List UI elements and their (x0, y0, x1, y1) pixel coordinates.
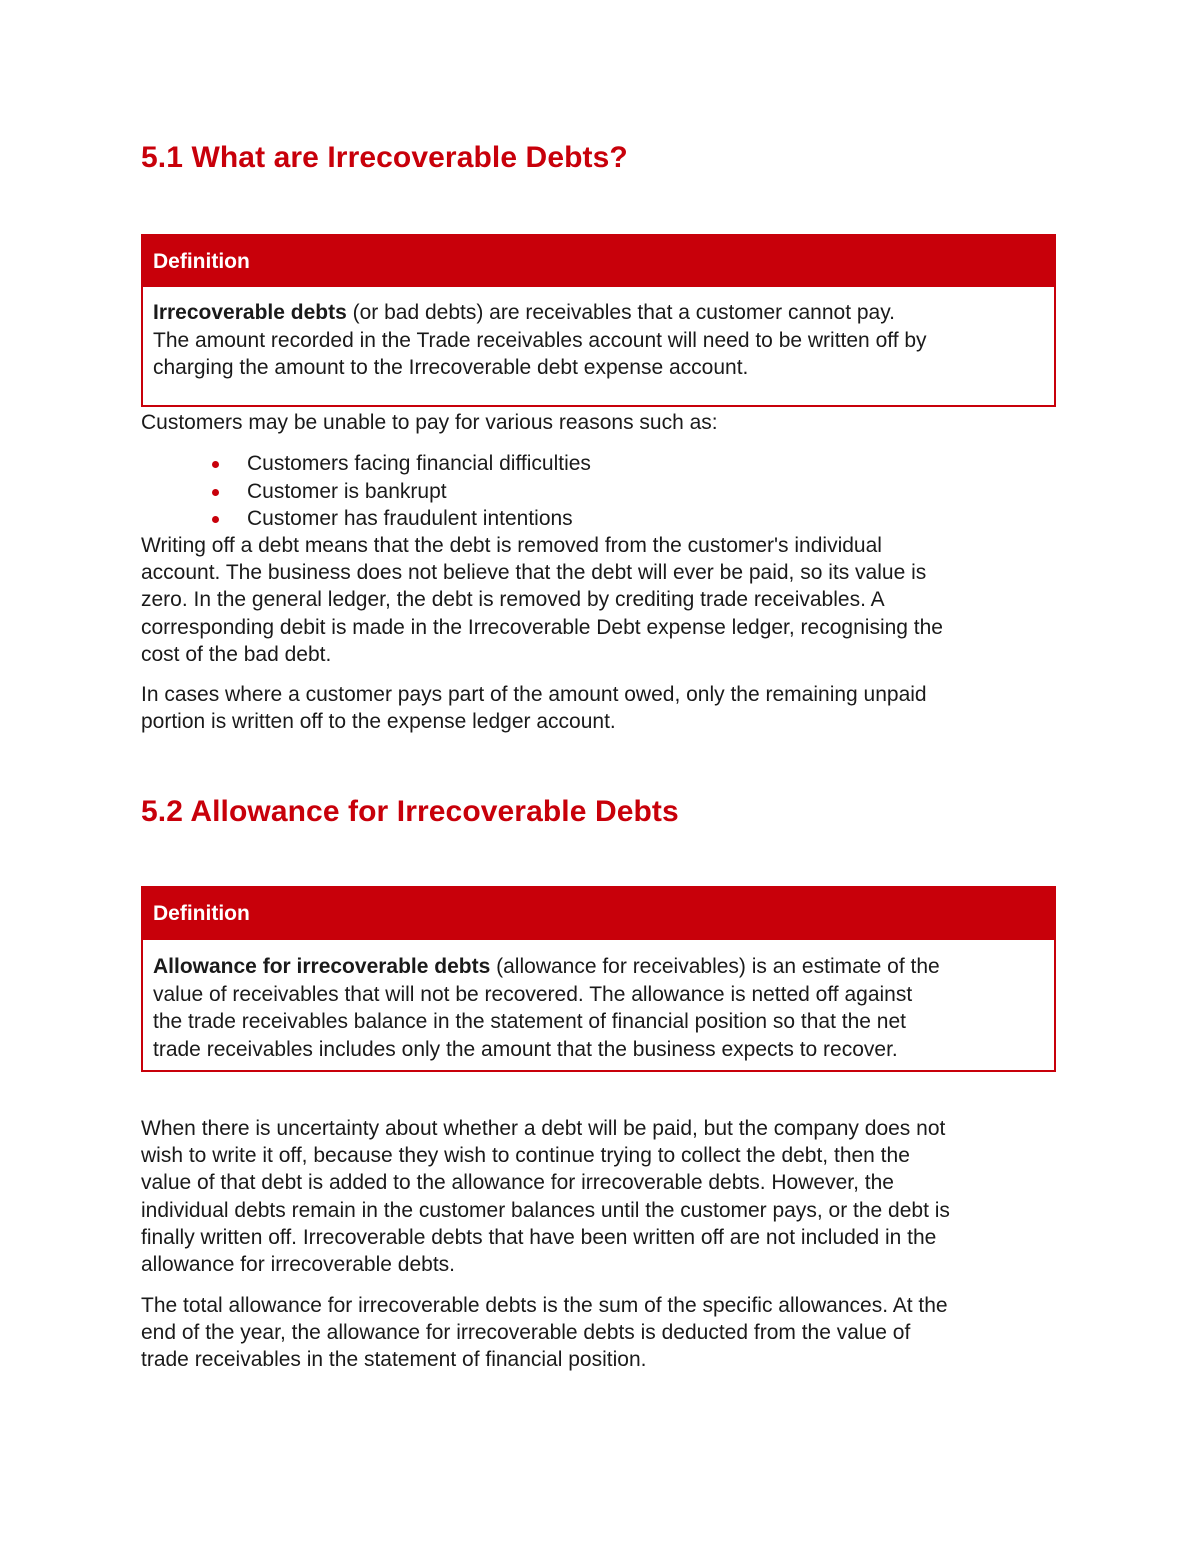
definition-body (143, 940, 1054, 1063)
section-heading-5-1: 5.1 What are Irrecoverable Debts? (141, 141, 628, 174)
section-heading-5-2: 5.2 Allowance for Irrecoverable Debts (141, 795, 679, 828)
paragraph-line: value of that debt is added to the allowance for irrecoverable debts. However, the (141, 1171, 894, 1195)
paragraph-total-allowance (141, 1292, 1056, 1374)
paragraph-line: account. The business does not believe that the debt will ever be paid, so its value is (141, 561, 927, 585)
paragraph-line: trade receivables in the statement of financial position. (141, 1348, 647, 1372)
definition-body (143, 287, 1054, 382)
paragraph-line: The total allowance for irrecoverable debts is the sum of the specific allowances. At the (141, 1294, 948, 1317)
definition-text: (or bad debts) are receivables that a customer cannot pay. (346, 301, 896, 324)
list-item (141, 505, 591, 533)
definition-header: Definition (143, 888, 1054, 940)
paragraph-line: cost of the bad debt. (141, 642, 332, 666)
definition-line (153, 953, 1044, 981)
definition-line: The amount recorded in the Trade receivables account will need to be written off by (153, 328, 927, 352)
definition-text: (allowance for receivables) is an estimate of the (490, 955, 940, 978)
definition-term: Irrecoverable debts (153, 301, 347, 324)
paragraph-line: finally written off. Irrecoverable debts that have been written off are not included in the (141, 1225, 937, 1249)
definition-header: Definition (143, 236, 1054, 287)
list-item-text: Customers facing financial difficulties (247, 452, 591, 475)
definition-line: value of receivables that will not be recovered. The allowance is netted off against (153, 982, 913, 1006)
paragraph-line: end of the year, the allowance for irrecoverable debts is deducted from the value of (141, 1321, 911, 1345)
bullet-icon (212, 489, 219, 496)
definition-box-2 (141, 886, 1056, 1072)
paragraph-write-off (141, 532, 1056, 668)
definition-line: trade receivables includes only the amount that the business expects to recover. (153, 1037, 898, 1061)
paragraph-line: portion is written off to the expense ledger account. (141, 710, 616, 734)
paragraph-line: Writing off a debt means that the debt is removed from the customer's individual (141, 534, 882, 557)
list-item-text: Customer has fraudulent intentions (247, 507, 573, 530)
definition-line: the trade receivables balance in the statement of financial position so that the net (153, 1010, 906, 1033)
paragraph-line: corresponding debit is made in the Irrecoverable Debt expense ledger, recognising the (141, 615, 943, 639)
paragraph-line: wish to write it off, because they wish to continue trying to collect the debt, then the (141, 1144, 910, 1168)
definition-line: charging the amount to the Irrecoverable debt expense account. (153, 356, 749, 379)
list-item-text: Customer is bankrupt (247, 479, 447, 503)
intro-text: Customers may be unable to pay for various reasons such as: (141, 411, 718, 434)
definition-line (153, 299, 1044, 327)
bullet-icon (212, 461, 219, 468)
paragraph-line: When there is uncertainty about whether a debt will be paid, but the company does not (141, 1117, 946, 1140)
paragraph-line: individual debts remain in the customer balances until the customer pays, or the debt is (141, 1198, 950, 1222)
definition-box-1 (141, 234, 1056, 407)
list-item (141, 478, 591, 506)
paragraph-uncertainty (141, 1115, 1056, 1278)
bullet-icon (212, 516, 219, 523)
list-item (141, 450, 591, 478)
paragraph-partial-payment (141, 681, 1056, 735)
definition-term: Allowance for irrecoverable debts (153, 955, 491, 978)
paragraph-line: In cases where a customer pays part of the amount owed, only the remaining unpaid (141, 683, 927, 706)
paragraph-line: zero. In the general ledger, the debt is removed by crediting trade receivables. A (141, 588, 885, 612)
reasons-list (141, 450, 591, 533)
paragraph-line: allowance for irrecoverable debts. (141, 1253, 455, 1277)
